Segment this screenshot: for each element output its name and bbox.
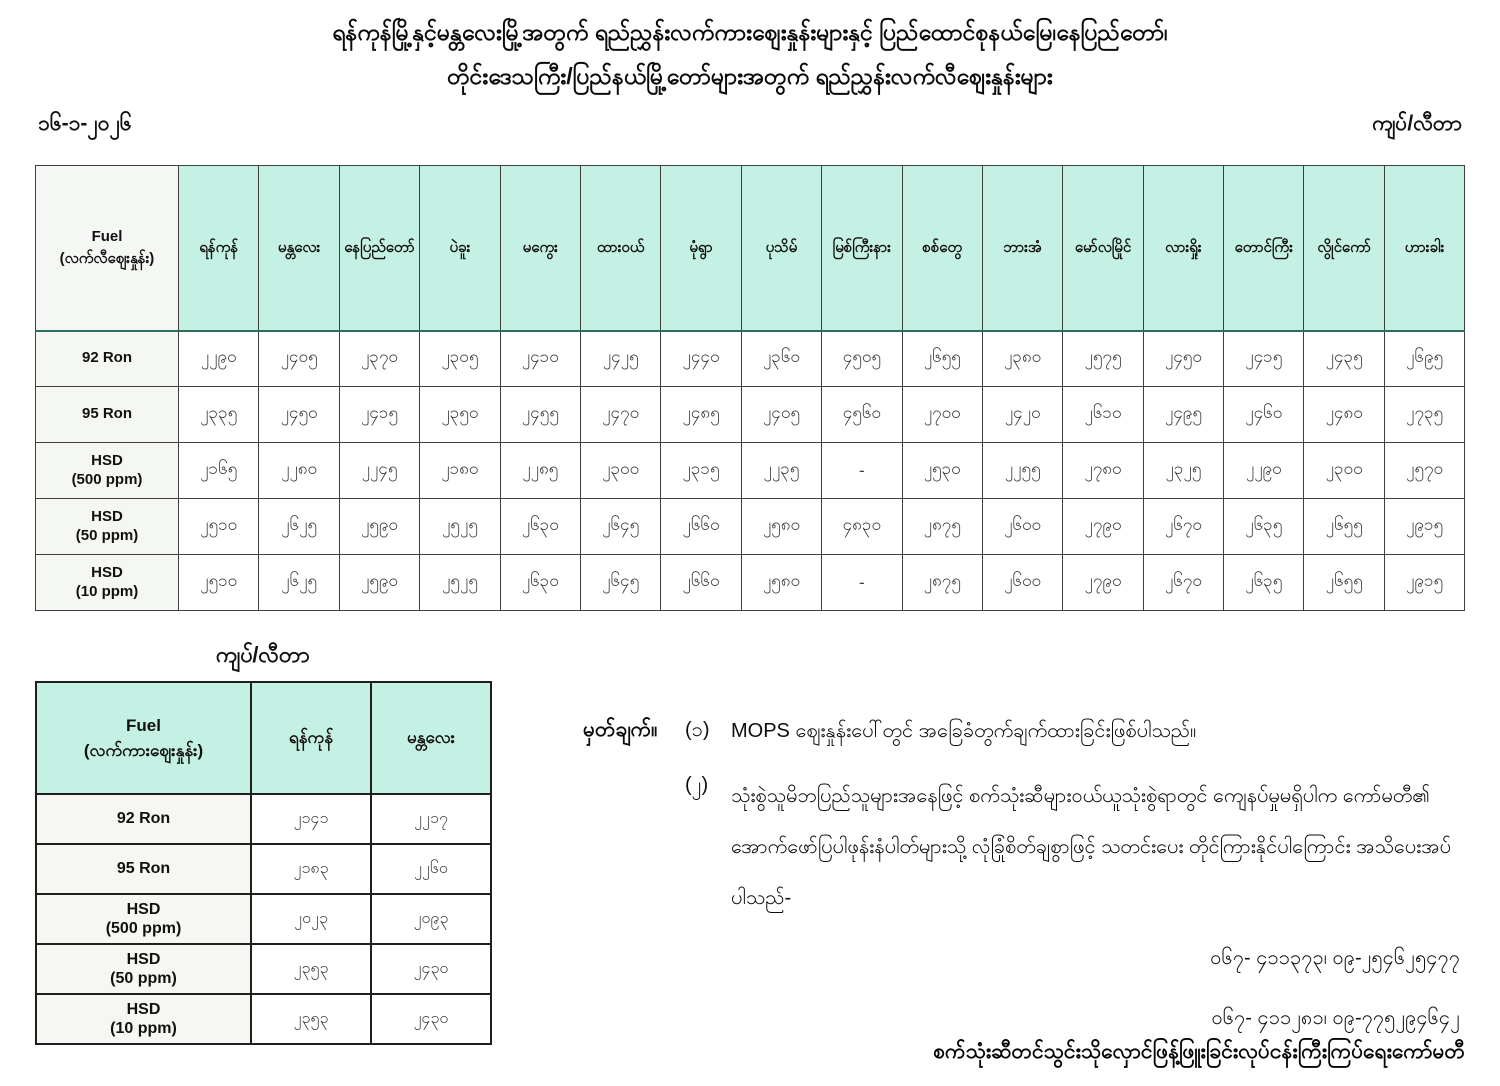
fuel-label-hsd500: HSD (500 ppm) — [36, 443, 179, 499]
retail-unit-label: ကျပ်/လီတာ — [1372, 112, 1462, 135]
price-cell: ၄၅၆၀ — [822, 387, 902, 443]
price-cell: ၂၂၈၅ — [500, 443, 580, 499]
price-cell: ၂၄၀၅ — [259, 331, 339, 387]
price-cell: ၂၅၈၀ — [741, 555, 821, 611]
price-cell: ၂၆၄၅ — [580, 555, 660, 611]
wholesale-row-hsd500 — [36, 894, 491, 944]
price-cell: ၂၄၀၅ — [741, 387, 821, 443]
price-cell: ၂၂၁၇ — [371, 794, 491, 844]
price-cell: ၂၀၂၃ — [251, 894, 371, 944]
price-cell: ၂၄၆၀ — [1224, 387, 1304, 443]
wholesale-header-row — [36, 682, 491, 794]
price-cell: ၂၁၈၀ — [420, 443, 500, 499]
price-cell: ၂၅၉၀ — [339, 555, 419, 611]
retail-row-95ron — [36, 387, 1465, 443]
price-cell: ၂၆၂၅ — [259, 499, 339, 555]
note-1-text: MOPS ဈေးနှုန်းပေါ်တွင် အခြေခံတွက်ချက်ထားခြင်းဖြစ်ပါသည်။ — [731, 720, 1197, 742]
city-header-mawlamyine: မော်လမြိုင် — [1063, 166, 1143, 331]
retail-header-row — [36, 166, 1465, 331]
price-cell: ၂၄၁၅ — [339, 387, 419, 443]
retail-row-hsd50 — [36, 499, 1465, 555]
price-cell: ၂၇၉၀ — [1063, 499, 1143, 555]
fuel-label-95ron: 95 Ron — [36, 844, 251, 894]
fuel-label-hsd10: HSD (10 ppm) — [36, 994, 251, 1044]
main-title-line2: တိုင်းဒေသကြီး/ပြည်နယ်မြို့တော်များအတွက် ရည်ညွှန်းလက်လီဈေးနှုန်းများ — [447, 63, 1053, 89]
fuel-label-92ron: 92 Ron — [36, 331, 179, 387]
note-label: မှတ်ချက်။ — [583, 718, 658, 741]
committee-name: စက်သုံးဆီတင်သွင်းသိုလှောင်ဖြန့်ဖြူးခြင်းလုပ်ငန်းကြီးကြပ်ရေးကော်မတီ — [933, 1040, 1465, 1063]
price-cell: ၂၆၂၅ — [259, 555, 339, 611]
phone-numbers — [1210, 928, 1460, 1048]
notes-section — [583, 716, 1467, 924]
price-cell: ၂၆၆၀ — [661, 555, 741, 611]
fuel-label-92ron: 92 Ron — [36, 794, 251, 844]
price-cell: ၂၂၉၀ — [179, 331, 259, 387]
price-cell: ၂၆၄၅ — [580, 499, 660, 555]
price-cell: ၂၅၂၅ — [420, 555, 500, 611]
city-header-hpaan: ဘားအံ — [982, 166, 1062, 331]
city-header-dawei: ထားဝယ် — [580, 166, 660, 331]
price-cell: ၂၄၅၀ — [259, 387, 339, 443]
price-cell: ၂၄၁၀ — [500, 331, 580, 387]
retail-fuel-header-en: Fuel — [91, 228, 123, 245]
fuel-label-hsd10: HSD (10 ppm) — [36, 555, 179, 611]
price-cell: ၂၆၆၀ — [661, 499, 741, 555]
retail-fuel-header-mm: (လက်လီဈေးနှုန်း) — [59, 249, 155, 267]
price-cell: ၂၃၂၅ — [1143, 443, 1223, 499]
wholesale-unit-label: ကျပ်/လီတာ — [215, 642, 310, 667]
price-cell: ၂၄၉၅ — [1143, 387, 1223, 443]
price-cell: ၂၆၇၀ — [1143, 499, 1223, 555]
phone-line-2: ၀၆၇- ၄၁၁၂၈၁၊ ၀၉-၇၇၅၂၉၄၆၄၂ — [1211, 1007, 1460, 1029]
price-cell: ၂၂၉၀ — [1224, 443, 1304, 499]
price-cell: ၂၂၃၅ — [741, 443, 821, 499]
price-cell: ၂၈၇၅ — [902, 555, 982, 611]
price-cell: ၂၇၃၅ — [1384, 387, 1464, 443]
fuel-label-hsd50: HSD (50 ppm) — [36, 499, 179, 555]
price-cell: ၂၃၅၃ — [251, 944, 371, 994]
price-cell: ၂၂၈၀ — [259, 443, 339, 499]
price-cell: ၂၂၆၀ — [371, 844, 491, 894]
city-header-monywa: မုံရွာ — [661, 166, 741, 331]
price-cell: ၂၉၁၅ — [1384, 555, 1464, 611]
price-cell: ၄၅၀၅ — [822, 331, 902, 387]
fuel-label-hsd500: HSD (500 ppm) — [36, 894, 251, 944]
main-title-line1: ရန်ကုန်မြို့နှင့်မန္တလေးမြို့အတွက် ရည်ညွှန်းလက်ကားဈေးနှုန်းများနှင့် ပြည်ထောင်စုနယ်မြေ၊နေပြည်တော်၊ — [332, 19, 1168, 45]
city-header-loikaw: လွိုင်ကော် — [1304, 166, 1384, 331]
price-cell: ၂၅၂၅ — [420, 499, 500, 555]
price-cell: ၂၅၇၀ — [1384, 443, 1464, 499]
city-header-sittwe: စစ်တွေ — [902, 166, 982, 331]
price-cell: ၂၅၈၀ — [741, 499, 821, 555]
city-header-naypyitaw: နေပြည်တော် — [339, 166, 419, 331]
city-header-pathein: ပုသိမ် — [741, 166, 821, 331]
retail-row-hsd10 — [36, 555, 1465, 611]
city-header-hakha: ဟားခါး — [1384, 166, 1464, 331]
wholesale-city-mandalay: မန္တလေး — [371, 682, 491, 794]
price-cell: ၂၆၇၀ — [1143, 555, 1223, 611]
price-cell: ၂၃၅၃ — [251, 994, 371, 1044]
price-cell: ၂၇၈၀ — [1063, 443, 1143, 499]
price-cell: ၂၃၁၅ — [661, 443, 741, 499]
fuel-label-hsd50: HSD (50 ppm) — [36, 944, 251, 994]
price-cell: ၂၃၃၅ — [179, 387, 259, 443]
price-cell: ၂၆၃၅ — [1224, 555, 1304, 611]
main-title — [0, 10, 1500, 98]
report-date: ၁၆-၁-၂၀၂၆ — [38, 112, 132, 135]
phone-line-1: ၀၆၇- ၄၁၁၃၇၃၊ ၀၉-၂၅၄၆၂၅၄၇၇ — [1210, 947, 1460, 969]
price-cell: ၂၄၇၀ — [580, 387, 660, 443]
price-cell: ၂၆၀၀ — [982, 499, 1062, 555]
price-cell: ၂၃၀၅ — [420, 331, 500, 387]
price-cell: ၄၈၃၀ — [822, 499, 902, 555]
retail-row-hsd500 — [36, 443, 1465, 499]
city-header-mandalay: မန္တလေး — [259, 166, 339, 331]
price-cell: ၂၅၇၅ — [1063, 331, 1143, 387]
price-cell: ၂၄၅၅ — [500, 387, 580, 443]
price-cell: ၂၀၉၃ — [371, 894, 491, 944]
price-cell: ၂၅၁၀ — [179, 499, 259, 555]
price-cell: ၂၆၁၀ — [1063, 387, 1143, 443]
city-header-bago: ပဲခူး — [420, 166, 500, 331]
wholesale-row-95ron — [36, 844, 491, 894]
price-cell: - — [822, 555, 902, 611]
note-1-number: (၁) — [685, 719, 710, 741]
price-cell: ၂၃၇၀ — [339, 331, 419, 387]
price-cell: ၂၇၀၀ — [902, 387, 982, 443]
price-cell: ၂၈၇၅ — [902, 499, 982, 555]
price-cell: ၂၁၄၁ — [251, 794, 371, 844]
wholesale-fuel-header: Fuel (လက်ကားဈေးနှုန်း) — [36, 682, 251, 794]
price-cell: ၂၅၉၀ — [339, 499, 419, 555]
price-cell: ၂၃၀၀ — [1304, 443, 1384, 499]
price-cell: ၂၄၄၀ — [661, 331, 741, 387]
price-cell: ၂၄၂၀ — [982, 387, 1062, 443]
retail-row-92ron — [36, 331, 1465, 387]
price-cell: ၂၃၆၀ — [741, 331, 821, 387]
wholesale-city-yangon: ရန်ကုန် — [251, 682, 371, 794]
price-cell: ၂၃၀၀ — [580, 443, 660, 499]
price-cell: ၂၁၈၃ — [251, 844, 371, 894]
price-cell: ၂၆၉၅ — [1384, 331, 1464, 387]
city-header-yangon: ရန်ကုန် — [179, 166, 259, 331]
note-1 — [583, 716, 1467, 747]
price-cell: ၂၆၃၀ — [500, 499, 580, 555]
price-cell: ၂၆၅၅ — [902, 331, 982, 387]
city-header-magway: မကွေး — [500, 166, 580, 331]
price-cell: ၂၄၅၀ — [1143, 331, 1223, 387]
price-cell: ၂၂၅၅ — [982, 443, 1062, 499]
price-cell: ၂၆၅၅ — [1304, 555, 1384, 611]
price-cell: ၂၆၃၀ — [500, 555, 580, 611]
price-cell: ၂၄၃၀ — [371, 944, 491, 994]
price-cell: ၂၅၁၀ — [179, 555, 259, 611]
fuel-label-95ron: 95 Ron — [36, 387, 179, 443]
price-cell: ၂၉၁၅ — [1384, 499, 1464, 555]
price-cell: ၂၇၉၀ — [1063, 555, 1143, 611]
retail-price-table — [35, 165, 1465, 611]
price-cell: ၂၆၅၅ — [1304, 499, 1384, 555]
price-cell: ၂၂၄၅ — [339, 443, 419, 499]
price-cell: ၂၃၈၀ — [982, 331, 1062, 387]
price-cell: ၂၆၀၀ — [982, 555, 1062, 611]
city-header-taunggyi: တောင်ကြီး — [1224, 166, 1304, 331]
price-cell: ၂၁၆၅ — [179, 443, 259, 499]
price-cell: - — [822, 443, 902, 499]
city-header-myitkyina: မြစ်ကြီးနား — [822, 166, 902, 331]
note-2 — [583, 771, 1467, 924]
retail-fuel-header — [36, 166, 179, 331]
price-cell: ၂၄၈၅ — [661, 387, 741, 443]
price-cell: ၂၆၃၅ — [1224, 499, 1304, 555]
price-cell: ၂၄၁၅ — [1224, 331, 1304, 387]
wholesale-row-hsd50 — [36, 944, 491, 994]
price-cell: ၂၃၅၀ — [420, 387, 500, 443]
wholesale-row-hsd10 — [36, 994, 491, 1044]
price-cell: ၂၅၃၀ — [902, 443, 982, 499]
wholesale-row-92ron — [36, 794, 491, 844]
price-cell: ၂၄၂၅ — [580, 331, 660, 387]
price-cell: ၂၄၃၅ — [1304, 331, 1384, 387]
note-2-text: သုံးစွဲသူမိဘပြည်သူများအနေဖြင့် စက်သုံးဆီများဝယ်ယူသုံးစွဲရာတွင် ကျေနပ်မှုမရှိပါက ကော်မတီ၏ အောက်ဖော်ပြပါဖုန်းနံပါတ်များသို့ လုံခြုံစိတ်ချစွာဖြင့် သတင်းပေး တိုင်ကြားနိုင်ပါကြောင်း အသိပေးအပ်ပါသည်- — [731, 785, 1451, 909]
wholesale-price-table — [35, 681, 492, 1045]
price-cell: ၂၄၈၀ — [1304, 387, 1384, 443]
note-2-number: (၂) — [685, 774, 709, 796]
price-cell: ၂၄၃၀ — [371, 994, 491, 1044]
city-header-lashio: လားရှိုး — [1143, 166, 1223, 331]
